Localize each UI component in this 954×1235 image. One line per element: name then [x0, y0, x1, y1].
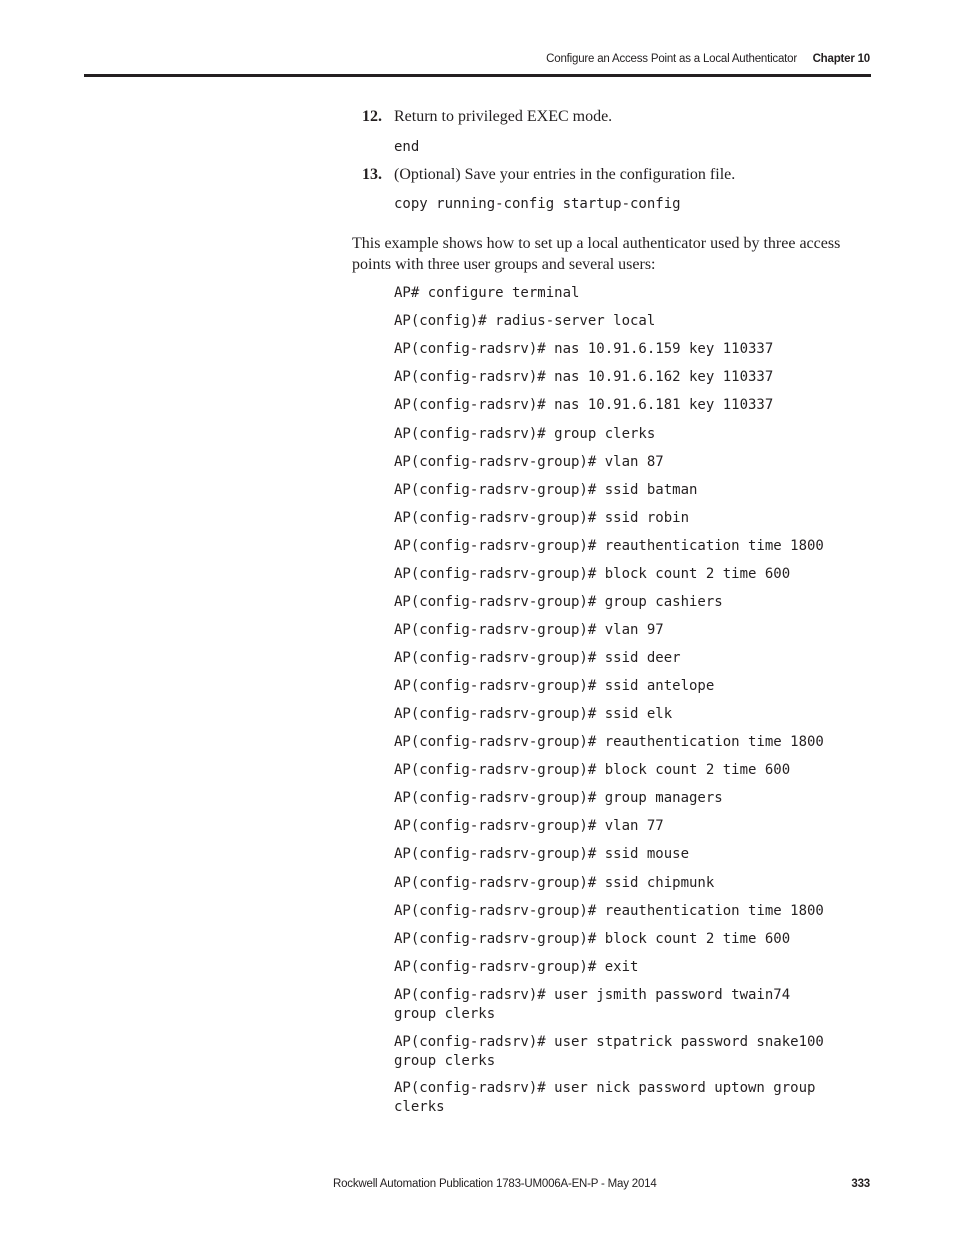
code-line: AP(config-radsrv)# user jsmith password twain74 group clerks — [394, 987, 791, 1022]
page-number: 333 — [851, 1178, 870, 1190]
code-line: AP(config-radsrv-group)# vlan 77 — [394, 818, 664, 834]
code-line: AP(config-radsrv-group)# group cashiers — [394, 594, 723, 610]
code-line: AP(config-radsrv-group)# reauthentication time 1800 — [394, 538, 824, 554]
step-number: 13. — [362, 166, 382, 183]
code-line: AP(config-radsrv)# user stpatrick password snake100 group clerks — [394, 1034, 824, 1069]
header-rule — [84, 74, 871, 77]
code-line: AP(config-radsrv-group)# exit — [394, 959, 639, 975]
footer-publication: Rockwell Automation Publication 1783-UM006A-EN-P - May 2014 — [333, 1178, 657, 1190]
code-line: AP(config-radsrv)# nas 10.91.6.181 key 110337 — [394, 397, 774, 413]
running-header-title: Configure an Access Point as a Local Authenticator — [546, 53, 797, 65]
code-line: AP(config-radsrv-group)# vlan 97 — [394, 622, 664, 638]
example-intro-paragraph: This example shows how to set up a local authenticator used by three access points with three user groups and several users: — [352, 235, 841, 273]
code-line: AP(config-radsrv-group)# block count 2 time 600 — [394, 762, 791, 778]
step-command: end — [394, 139, 420, 155]
code-line: AP(config-radsrv-group)# ssid deer — [394, 650, 681, 666]
code-line: AP(config)# radius-server local — [394, 313, 656, 329]
code-line: AP# configure terminal — [394, 285, 580, 301]
code-line: AP(config-radsrv-group)# group managers — [394, 790, 723, 806]
code-line: AP(config-radsrv-group)# ssid chipmunk — [394, 875, 715, 891]
code-line: AP(config-radsrv)# user nick password uptown group clerks — [394, 1080, 816, 1115]
code-line: AP(config-radsrv-group)# ssid elk — [394, 706, 673, 722]
code-line: AP(config-radsrv)# nas 10.91.6.162 key 110337 — [394, 369, 774, 385]
code-line: AP(config-radsrv-group)# reauthentication time 1800 — [394, 734, 824, 750]
step-text: Return to privileged EXEC mode. — [394, 108, 613, 125]
code-line: AP(config-radsrv-group)# ssid antelope — [394, 678, 715, 694]
code-line: AP(config-radsrv)# group clerks — [394, 426, 656, 442]
code-line: AP(config-radsrv-group)# ssid robin — [394, 510, 690, 526]
code-line: AP(config-radsrv-group)# ssid batman — [394, 482, 698, 498]
step-text: (Optional) Save your entries in the configuration file. — [394, 166, 736, 183]
running-header-chapter: Chapter 10 — [812, 53, 870, 65]
code-line: AP(config-radsrv-group)# ssid mouse — [394, 846, 690, 862]
code-line: AP(config-radsrv-group)# block count 2 time 600 — [394, 566, 791, 582]
step-number: 12. — [362, 108, 382, 125]
code-line: AP(config-radsrv-group)# reauthentication time 1800 — [394, 903, 824, 919]
code-line: AP(config-radsrv-group)# block count 2 time 600 — [394, 931, 791, 947]
step-command: copy running-config startup-config — [394, 196, 681, 212]
code-line: AP(config-radsrv-group)# vlan 87 — [394, 454, 664, 470]
code-line: AP(config-radsrv)# nas 10.91.6.159 key 110337 — [394, 341, 774, 357]
